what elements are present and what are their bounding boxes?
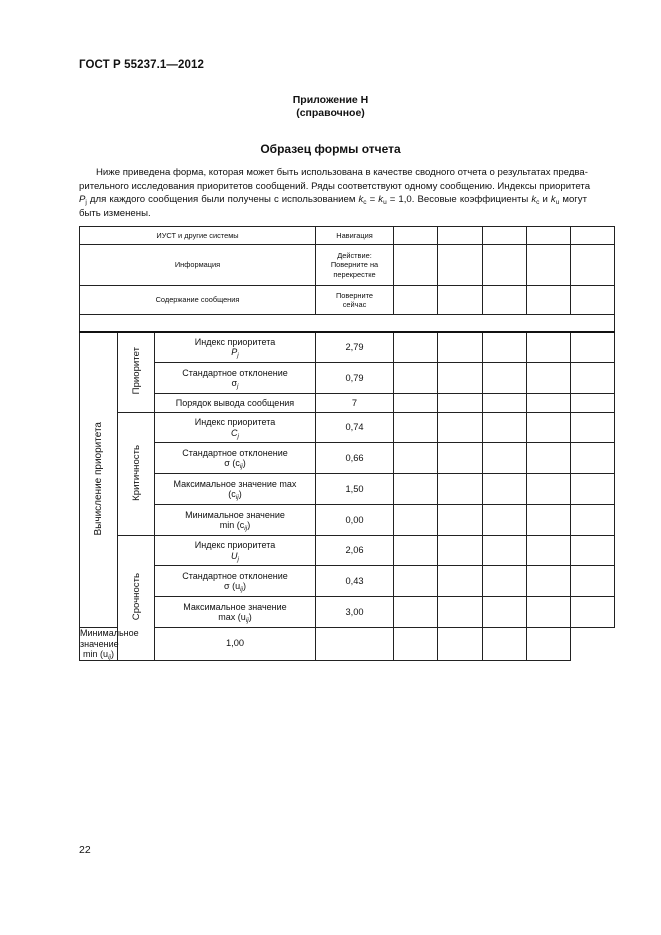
symbol-k: k (550, 194, 556, 206)
criticality-std-row (80, 443, 615, 474)
empty-cell (527, 628, 571, 661)
criterion-label: Стандартное отклонение (182, 570, 288, 581)
intro-paragraph (79, 166, 591, 220)
criterion-symbol: U (231, 550, 238, 561)
empty-cell (394, 443, 438, 474)
intro-line-4: быть изменены. (79, 207, 151, 219)
content-value (316, 286, 394, 315)
urgency-group-cell (118, 536, 155, 661)
empty-cell (438, 536, 483, 566)
criterion-symbol: σ (c (224, 458, 240, 468)
priority-group-cell (118, 332, 155, 413)
empty-cell (394, 505, 438, 536)
criterion-sub: ij (235, 494, 239, 501)
document-code: ГОСТ Р 55237.1—2012 (79, 59, 204, 71)
criterion-cell (155, 566, 316, 597)
empty-cell (316, 628, 394, 661)
header-row-information (80, 245, 615, 286)
criterion-symbol: σ (231, 378, 238, 388)
empty-cell (527, 227, 571, 245)
report-form-table (79, 226, 615, 661)
empty-cell (527, 413, 571, 443)
value-cell: 0,74 (316, 413, 394, 443)
criterion-cell (155, 363, 316, 394)
criterion-label: Индекс приоритета (194, 417, 276, 427)
empty-cell (438, 363, 483, 394)
empty-cell (571, 474, 615, 505)
empty-cell (571, 566, 615, 597)
empty-cell (394, 566, 438, 597)
priority-std-row (80, 363, 615, 394)
form-title: Образец формы отчета (260, 142, 401, 156)
empty-cell (394, 245, 438, 286)
symbol-k: k (378, 194, 384, 206)
criterion-cell: Порядок вывода сообщения (155, 394, 316, 413)
criterion-symbol: σ (u (224, 581, 241, 591)
value-cell: 0,00 (316, 505, 394, 536)
empty-cell (527, 394, 571, 413)
criterion-symbol: C (231, 427, 238, 438)
criticality-index-row (80, 413, 615, 443)
information-label: Информация (80, 245, 316, 286)
urgency-group-label: Срочность (130, 572, 142, 620)
empty-cell (483, 413, 527, 443)
empty-cell (571, 332, 615, 363)
value-cell: 7 (316, 394, 394, 413)
empty-cell (483, 474, 527, 505)
header-row-systems (80, 227, 615, 245)
criterion-cell (80, 628, 139, 661)
empty-cell (394, 597, 438, 628)
empty-cell (483, 628, 527, 661)
urgency-index-row (80, 536, 615, 566)
header-row-content (80, 286, 615, 315)
empty-cell (483, 227, 527, 245)
empty-cell (438, 474, 483, 505)
criterion-sub: j (237, 432, 239, 440)
empty-cell (571, 394, 615, 413)
empty-cell (527, 245, 571, 286)
criterion-cell (155, 443, 316, 474)
criterion-sub: j (237, 383, 239, 390)
intro-line-1: Ниже приведена форма, которая может быть использована в качестве сводного отчета о результатах предва- (96, 167, 588, 178)
empty-cell (438, 245, 483, 286)
empty-cell (571, 227, 615, 245)
appendix-title: Приложение Н (292, 94, 369, 106)
criterion-close: ) (242, 581, 246, 591)
symbol-sub: c (363, 199, 367, 207)
empty-cell (438, 628, 483, 661)
criterion-symbol: max (u (218, 612, 246, 622)
criterion-symbol: P (231, 347, 238, 358)
empty-cell (394, 413, 438, 443)
outer-group-label: Вычисление приоритета (93, 421, 104, 535)
empty-cell (483, 394, 527, 413)
empty-cell (483, 245, 527, 286)
value-cell: 0,66 (316, 443, 394, 474)
empty-cell (438, 597, 483, 628)
empty-cell (438, 286, 483, 315)
criterion-sub: ij (108, 654, 111, 661)
criterion-sub: ij (245, 617, 249, 624)
criterion-symbol: min (u (83, 649, 109, 659)
criterion-label: Индекс приоритета (194, 540, 276, 550)
empty-cell (527, 597, 571, 628)
priority-order-row (80, 394, 615, 413)
empty-cell (527, 332, 571, 363)
empty-cell (483, 286, 527, 315)
criterion-close: ) (238, 489, 242, 499)
empty-cell (527, 443, 571, 474)
empty-cell (527, 474, 571, 505)
empty-cell (571, 443, 615, 474)
criticality-group-label: Критичность (130, 444, 142, 501)
empty-cell (483, 332, 527, 363)
empty-cell (483, 505, 527, 536)
criticality-max-row (80, 474, 615, 505)
criterion-label: Минимальное значение (185, 509, 285, 520)
empty-cell (483, 363, 527, 394)
symbol-p: P (79, 194, 86, 206)
urgency-std-row (80, 566, 615, 597)
value-cell: 1,50 (316, 474, 394, 505)
empty-cell (483, 536, 527, 566)
appendix-kind: (справочное) (296, 107, 365, 119)
criterion-label: Минимальное значение (80, 628, 139, 649)
empty-cell (527, 286, 571, 315)
empty-cell (438, 227, 483, 245)
systems-label: ИУСТ и другие системы (80, 227, 316, 245)
criticality-group-cell (118, 413, 155, 536)
empty-cell (394, 332, 438, 363)
criterion-sub: j (237, 352, 239, 360)
empty-cell (394, 536, 438, 566)
criterion-label: Максимальное значение (183, 601, 287, 612)
empty-cell (438, 332, 483, 363)
criterion-cell (155, 474, 316, 505)
empty-cell (394, 394, 438, 413)
criterion-cell (155, 597, 316, 628)
criterion-cell (155, 332, 316, 363)
criterion-close: ) (247, 520, 251, 530)
empty-cell (571, 245, 615, 286)
criterion-sub: ij (240, 586, 243, 593)
empty-cell (483, 443, 527, 474)
intro-text: = (366, 194, 379, 206)
value-cell: 0,43 (316, 566, 394, 597)
criterion-cell (155, 413, 316, 443)
content-label: Содержание сообщения (80, 286, 316, 315)
urgency-max-row (80, 597, 615, 628)
empty-cell (571, 413, 615, 443)
empty-cell (394, 286, 438, 315)
separator-cell (80, 315, 615, 332)
symbol-sub: u (383, 199, 387, 207)
symbol-sub: u (555, 199, 560, 207)
empty-cell (438, 505, 483, 536)
info-line: Поверните на (330, 260, 379, 270)
empty-cell (394, 363, 438, 394)
intro-text: и (539, 194, 551, 206)
intro-text: = 1,0. Весовые коэффициенты (386, 194, 532, 206)
criterion-sub: ij (244, 525, 248, 532)
symbol-sub: j (85, 199, 87, 207)
intro-line-3 (79, 193, 587, 207)
content-line: Поверните (335, 290, 374, 300)
empty-cell (527, 505, 571, 536)
outer-group-cell (80, 332, 118, 628)
criterion-label: Стандартное отклонение (182, 367, 288, 378)
priority-index-row (80, 332, 615, 363)
intro-text: могут (559, 194, 587, 206)
empty-cell (527, 363, 571, 394)
value-cell: 0,79 (316, 363, 394, 394)
empty-cell (394, 628, 438, 661)
criterion-close: ) (110, 649, 114, 659)
criterion-symbol: (c (228, 489, 236, 499)
empty-cell (483, 566, 527, 597)
criterion-label: Стандартное отклонение (182, 447, 288, 458)
criterion-symbol: min (c (219, 520, 245, 530)
empty-cell (571, 286, 615, 315)
systems-value: Навигация (316, 227, 394, 245)
content-line: сейчас (342, 300, 367, 309)
urgency-min-row (80, 628, 615, 661)
empty-cell (571, 536, 615, 566)
empty-cell (527, 536, 571, 566)
criterion-label: Индекс приоритета (194, 336, 276, 347)
empty-cell (527, 566, 571, 597)
value-cell: 3,00 (316, 597, 394, 628)
criterion-cell (155, 505, 316, 536)
empty-cell (438, 394, 483, 413)
value-cell: 2,06 (316, 536, 394, 566)
symbol-sub: c (536, 199, 540, 207)
priority-group-label: Приоритет (130, 347, 142, 395)
intro-line-2: рительного исследования приоритетов сообщений. Ряды соответствуют одному сообщению. Индексы приоритета (79, 180, 591, 192)
criterion-close: ) (242, 458, 246, 468)
criterion-sub: ij (239, 463, 243, 470)
empty-cell (394, 227, 438, 245)
empty-cell (438, 443, 483, 474)
empty-cell (394, 474, 438, 505)
page-number: 22 (79, 844, 91, 856)
separator-row (80, 315, 615, 332)
empty-cell (571, 505, 615, 536)
criterion-close: ) (248, 612, 252, 622)
value-cell: 1,00 (155, 628, 316, 661)
criticality-min-row (80, 505, 615, 536)
intro-text: для каждого сообщения были получены с использованием (86, 194, 359, 206)
info-line: перекрестке (333, 269, 376, 279)
symbol-k: k (531, 194, 537, 206)
criterion-sub: j (237, 555, 239, 563)
symbol-k: k (358, 194, 364, 206)
empty-cell (571, 363, 615, 394)
criterion-label: Максимальное значение max (173, 478, 297, 489)
empty-cell (438, 566, 483, 597)
criterion-cell (155, 536, 316, 566)
info-line: Действие: (337, 250, 372, 260)
empty-cell (438, 413, 483, 443)
empty-cell (483, 597, 527, 628)
information-value (316, 245, 394, 286)
value-cell: 2,79 (316, 332, 394, 363)
empty-cell (571, 597, 615, 628)
